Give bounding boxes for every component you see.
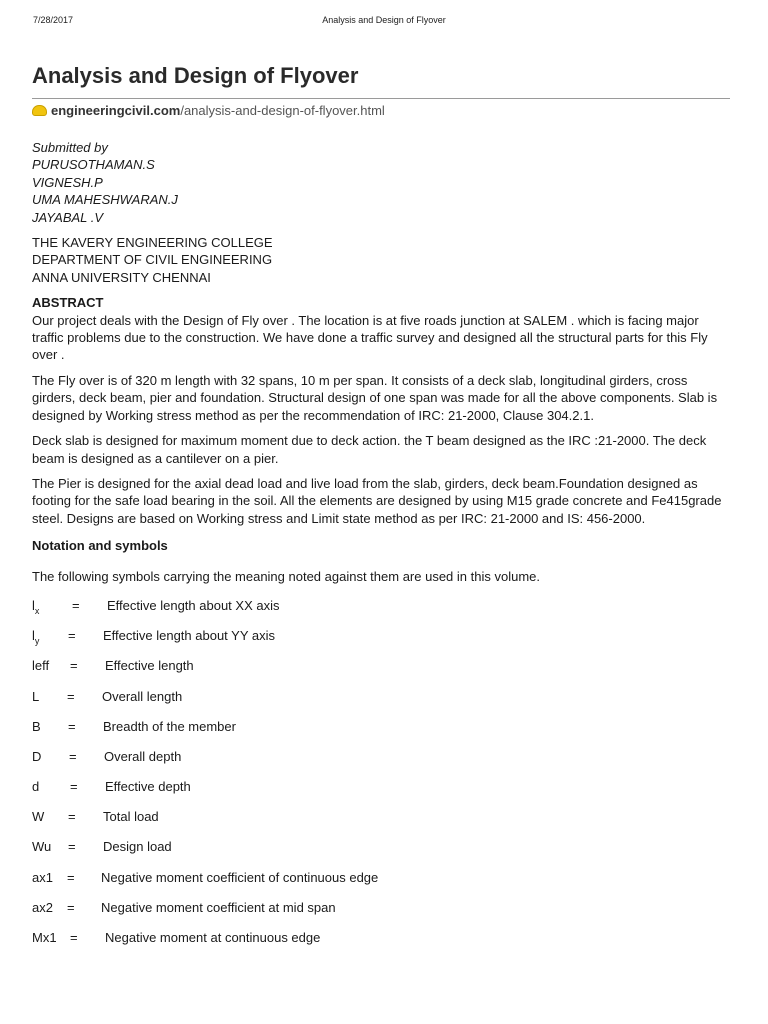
notation-meaning: Negative moment at continuous edge — [105, 930, 321, 945]
notation-meaning: Effective depth — [105, 779, 191, 795]
institution-line: THE KAVERY ENGINEERING COLLEGE — [32, 235, 273, 251]
source-path: /analysis-and-design-of-flyover.html — [180, 103, 385, 118]
abstract-heading: ABSTRACT — [32, 295, 104, 311]
notation-equals: = — [72, 597, 80, 613]
hard-hat-icon — [32, 105, 47, 116]
notation-intro: The following symbols carrying the meaning noted against them are used in this volume. — [32, 568, 540, 584]
notation-symbol: L — [32, 688, 40, 704]
notation-symbol: $l_y$ — [32, 628, 40, 647]
notation-equals: = — [70, 930, 78, 945]
article-body — [32, 139, 732, 959]
notation-equals: = — [67, 688, 75, 704]
notation-meaning: Breadth of the member — [103, 718, 236, 734]
author-name: UMA MAHESHWARAN.J — [32, 192, 178, 208]
notation-symbol: d — [32, 779, 40, 795]
notation-equals: = — [67, 899, 75, 915]
notation-symbol: leff — [32, 658, 50, 674]
institution-block — [32, 234, 732, 286]
notation-row — [32, 657, 732, 687]
notation-equals: = — [68, 809, 76, 825]
notation-meaning: Effective length — [105, 658, 194, 674]
source-link[interactable] — [32, 103, 385, 118]
notation-row — [32, 688, 732, 718]
notation-equals: = — [68, 628, 76, 644]
notation-row — [32, 597, 732, 627]
notation-row — [32, 838, 732, 868]
notation-row — [32, 869, 732, 899]
notation-equals: = — [70, 779, 78, 795]
page-title: Analysis and Design of Flyover — [32, 63, 359, 88]
title-divider — [32, 98, 730, 99]
notation-meaning: Effective length about XX axis — [107, 597, 280, 613]
notation-symbol: Mx1 — [32, 930, 57, 945]
print-date: 7/28/2017 — [33, 15, 74, 25]
notation-meaning: Design load — [103, 839, 172, 855]
notation-symbol: W — [32, 809, 45, 825]
notation-meaning: Effective length about YY axis — [103, 628, 276, 644]
notation-equals: = — [69, 748, 77, 764]
submitted-by-block — [32, 139, 732, 226]
notation-heading: Notation and symbols — [32, 538, 168, 554]
notation-row — [32, 748, 732, 778]
author-name: PURUSOTHAMAN.S — [32, 157, 155, 173]
abstract-paragraph: Deck slab is designed for maximum moment due to deck action. the T beam designed as the IRC :21-2000. The deck beam is designed as a cantilever on a pier. — [32, 433, 707, 466]
notation-symbol: Wu — [32, 839, 52, 855]
notation-row — [32, 718, 732, 748]
notation-symbol: D — [32, 748, 42, 764]
notation-meaning: Overall depth — [104, 748, 182, 764]
notation-symbol: $l_x$ — [32, 597, 40, 616]
notation-meaning: Total load — [103, 809, 159, 825]
institution-line: DEPARTMENT OF CIVIL ENGINEERING — [32, 252, 273, 268]
institution-line: ANNA UNIVERSITY CHENNAI — [32, 269, 211, 285]
notation-meaning: Negative moment coefficient of continuous edge — [101, 869, 379, 885]
notation-symbol: ax2 — [32, 899, 53, 915]
notation-row — [32, 899, 732, 929]
abstract-paragraph: Our project deals with the Design of Fly over . The location is at five roads junction at SALEM . which is facing major traffic problems due to the construction. We have done a traffic survey and designed all the structural parts for this Fly over . — [32, 312, 708, 363]
submitted-by-label: Submitted by — [32, 140, 108, 155]
notation-list — [32, 597, 732, 959]
notation-equals: = — [68, 839, 76, 855]
notation-row — [32, 627, 732, 657]
print-header — [33, 15, 735, 27]
author-name: VIGNESH.P — [32, 174, 103, 190]
abstract-paragraph: The Fly over is of 320 m length with 32 spans, 10 m per span. It consists of a deck slab, longitudinal girders, cross girders, deck beam, pier and foundation. Structural design of one span was made for all the above components. Slab is designed by Working stress method as per the recommendation of IRC: 21-2000, Clause 304.2.1. — [32, 372, 718, 423]
notation-meaning: Negative moment coefficient at mid span — [101, 899, 336, 915]
notation-equals: = — [70, 658, 78, 674]
abstract-paragraph: The Pier is designed for the axial dead load and live load from the slab, girders, deck beam.Foundation designed as footing for the safe load bearing in the soil. All the elements are designed by using M15 grade concrete and Fe415grade steel. Designs are based on Working stress and Limit state method as per IRC: 21-2000 and IS: 456-2000. — [32, 475, 722, 526]
author-name: JAYABAL .V — [32, 209, 104, 225]
notation-symbol: ax1 — [32, 869, 53, 885]
notation-equals: = — [67, 869, 75, 885]
notation-symbol: B — [32, 718, 41, 734]
source-domain: engineeringcivil.com — [51, 103, 181, 118]
notation-meaning: Overall length — [102, 688, 183, 704]
notation-equals: = — [68, 718, 76, 734]
notation-row — [32, 808, 732, 838]
notation-row — [32, 929, 732, 959]
notation-row — [32, 778, 732, 808]
print-header-title: Analysis and Design of Flyover — [322, 15, 446, 25]
